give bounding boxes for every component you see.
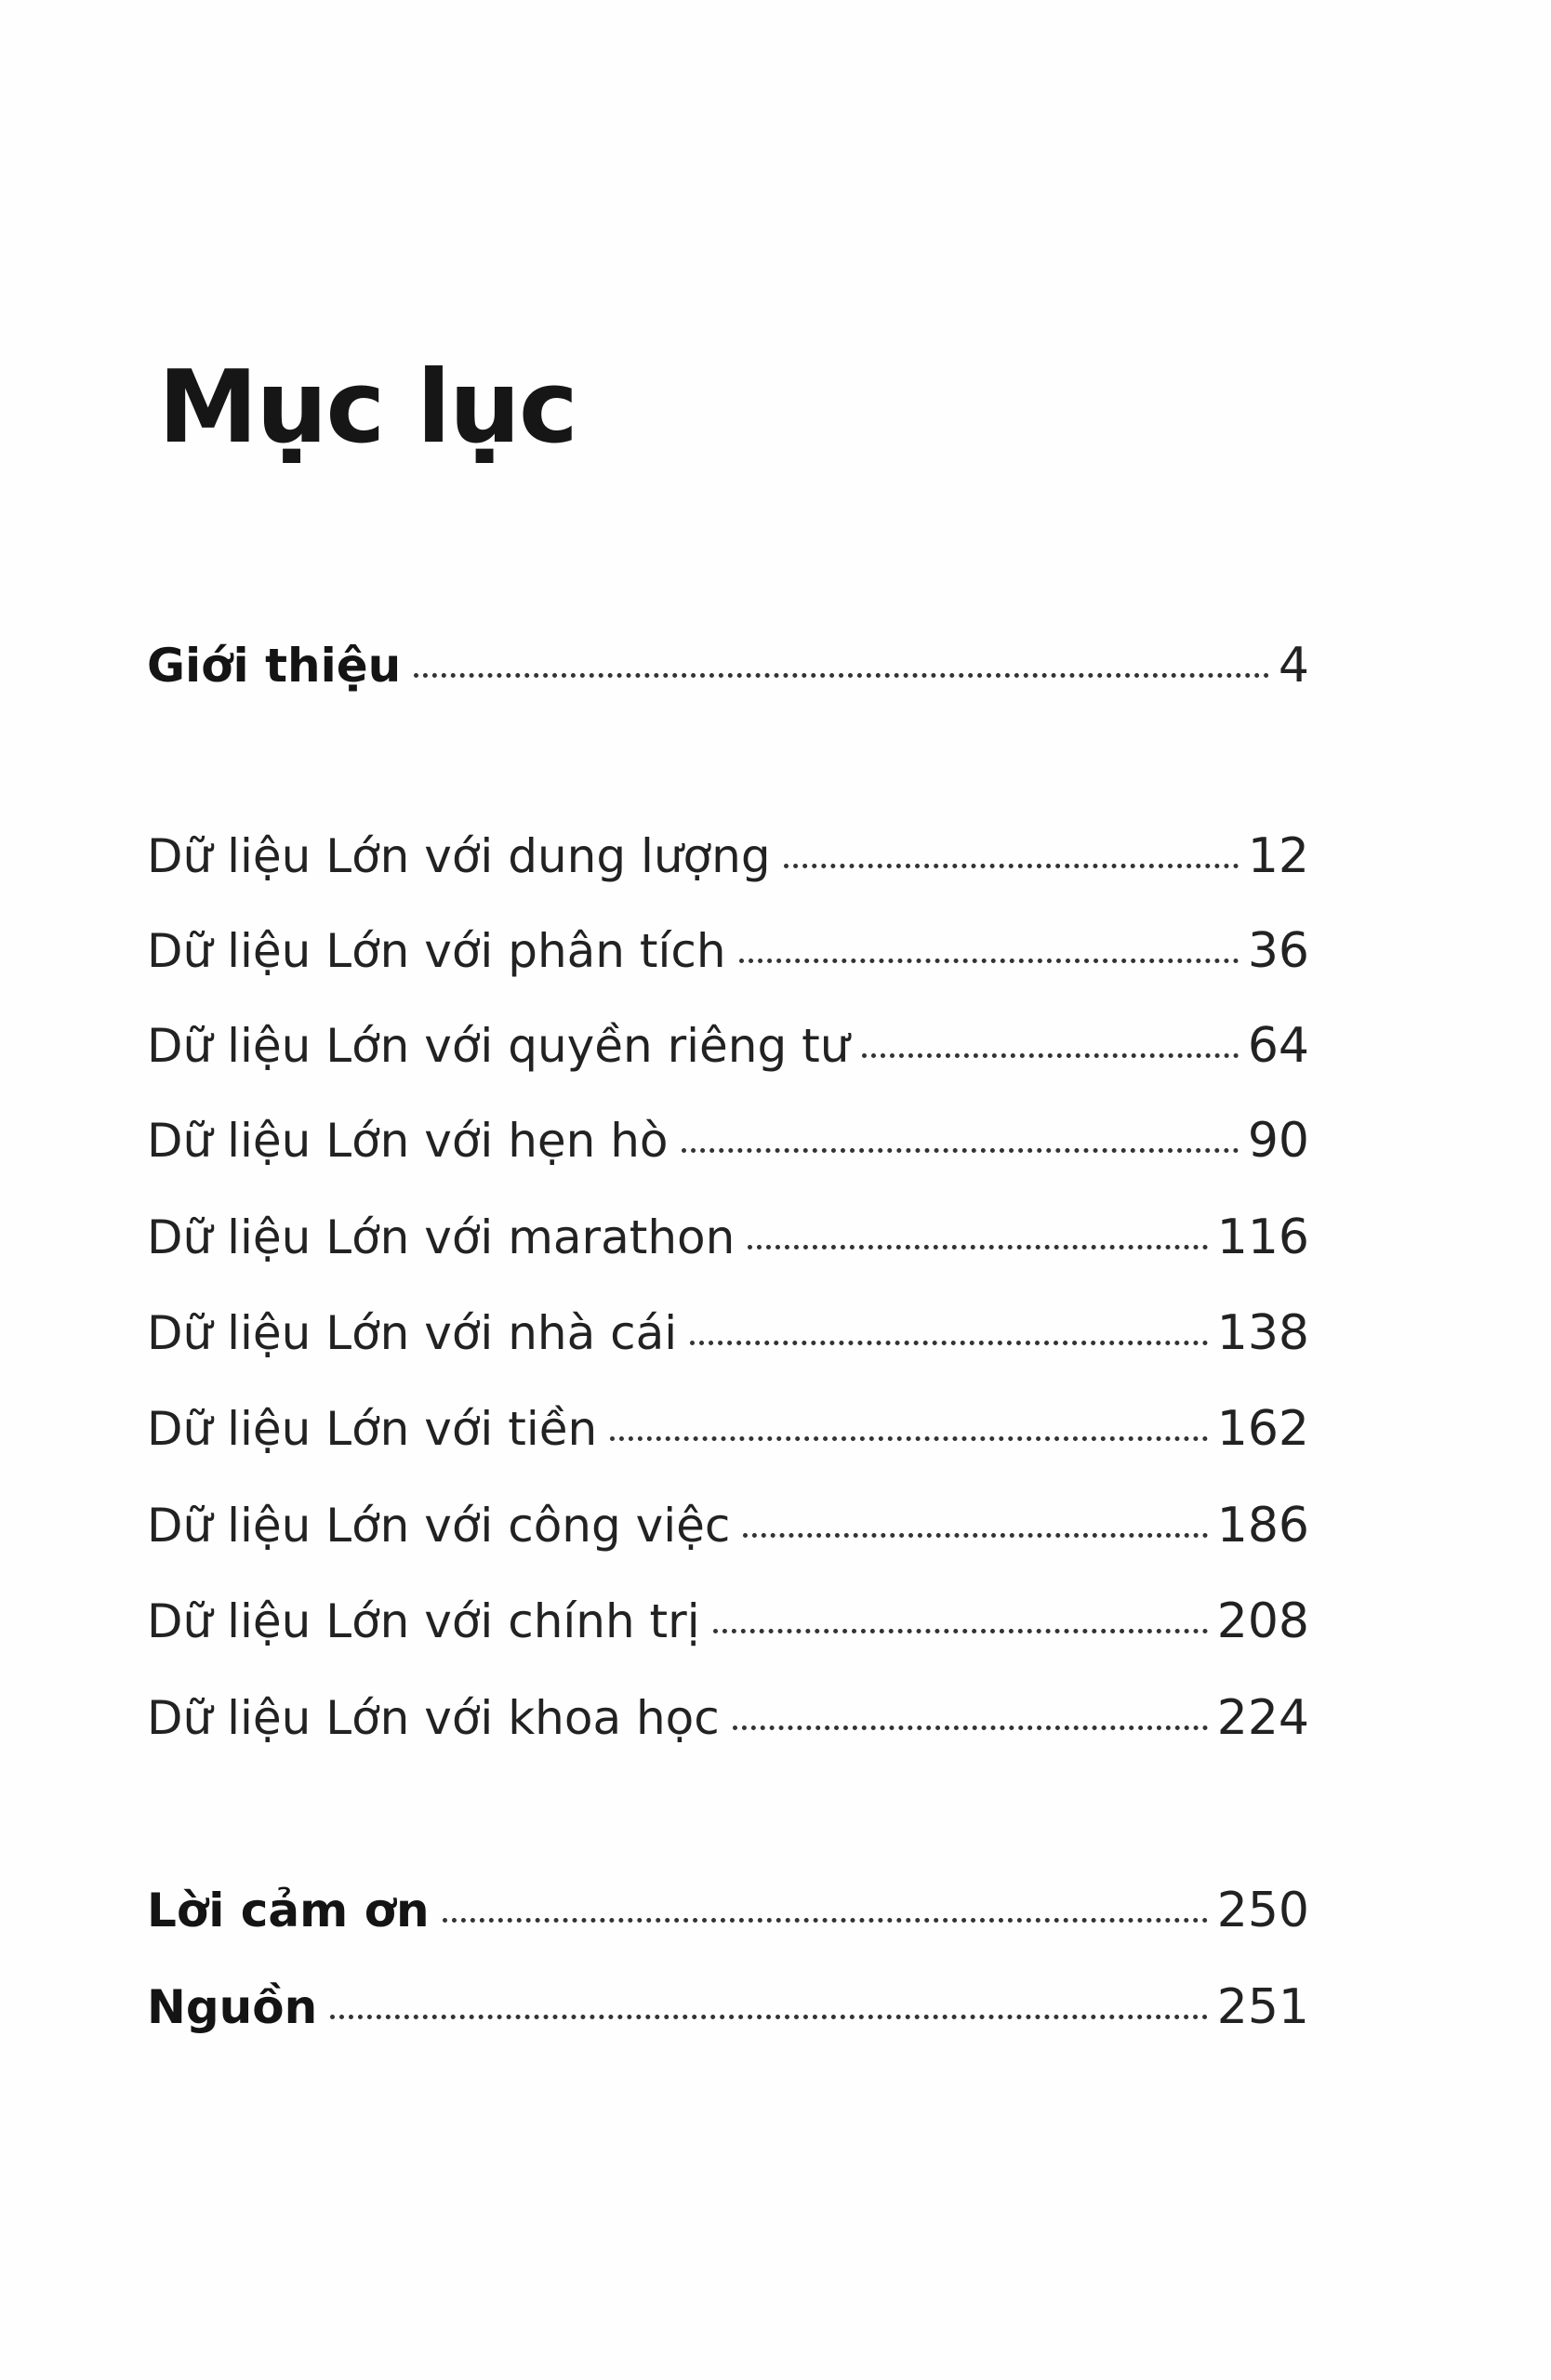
toc-entry-chapter-1 <box>147 828 1309 884</box>
toc-entry-chapter-5 <box>147 1210 1309 1265</box>
toc-entry-chapter-4 <box>147 1113 1309 1169</box>
toc-entry-label: Dữ liệu Lớn với nhà cái <box>147 1306 678 1360</box>
toc-entry-page: 186 <box>1216 1498 1309 1554</box>
dot-leader <box>414 673 1269 678</box>
toc-entry-chapter-9 <box>147 1593 1309 1649</box>
dot-leader <box>443 1918 1208 1923</box>
toc-entry-label: Dữ liệu Lớn với quyền riêng tư <box>147 1019 850 1073</box>
dot-leader <box>733 1726 1208 1730</box>
toc-entry-label: Dữ liệu Lớn với tiền <box>147 1402 598 1456</box>
toc-entry-acknowledgements <box>147 1883 1309 1938</box>
dot-leader <box>862 1053 1238 1058</box>
toc-entry-label: Nguồn <box>147 1980 318 2034</box>
toc-entry-page: 64 <box>1247 1018 1309 1074</box>
toc-entry-chapter-3 <box>147 1018 1309 1074</box>
toc-entry-page: 224 <box>1216 1690 1309 1746</box>
toc-entry-label: Dữ liệu Lớn với khoa học <box>147 1691 720 1745</box>
toc-entry-page: 208 <box>1216 1593 1309 1649</box>
toc-entry-label: Dữ liệu Lớn với hẹn hò <box>147 1114 669 1168</box>
toc-entry-label: Lời cảm ơn <box>147 1884 430 1937</box>
page-title: Mục lục <box>158 350 577 466</box>
dot-leader <box>330 2015 1208 2019</box>
toc-entry-page: 162 <box>1216 1401 1309 1457</box>
toc-entry-page: 90 <box>1247 1113 1309 1169</box>
toc-entry-chapter-6 <box>147 1305 1309 1361</box>
dot-leader <box>713 1629 1208 1633</box>
dot-leader <box>743 1533 1207 1538</box>
toc-entry-label: Dữ liệu Lớn với dung lượng <box>147 829 771 883</box>
toc-entry-label: Dữ liệu Lớn với phân tích <box>147 924 726 978</box>
toc-entry-sources <box>147 1979 1309 2035</box>
dot-leader <box>682 1148 1239 1153</box>
toc-entry-page: 12 <box>1247 828 1309 884</box>
toc-entry-page: 116 <box>1216 1210 1309 1265</box>
dot-leader <box>610 1436 1208 1441</box>
dot-leader <box>739 959 1239 963</box>
toc-entry-chapter-8 <box>147 1498 1309 1554</box>
dot-leader <box>784 864 1239 868</box>
toc-entry-label: Dữ liệu Lớn với marathon <box>147 1210 736 1264</box>
toc-entry-label: Giới thiệu <box>147 639 402 693</box>
dot-leader <box>690 1341 1208 1345</box>
dot-leader <box>748 1245 1207 1250</box>
toc-entry-chapter-2 <box>147 923 1309 979</box>
toc-entry-label: Dữ liệu Lớn với chính trị <box>147 1594 700 1648</box>
toc-entry-page: 138 <box>1216 1305 1309 1361</box>
toc-entry-label: Dữ liệu Lớn với công việc <box>147 1499 731 1553</box>
toc-entry-chapter-10 <box>147 1690 1309 1746</box>
toc-entry-page: 4 <box>1278 638 1309 694</box>
toc-entry-chapter-7 <box>147 1401 1309 1457</box>
toc-entry-page: 251 <box>1216 1979 1309 2035</box>
toc-entry-intro <box>147 638 1309 694</box>
toc-entry-page: 36 <box>1247 923 1309 979</box>
toc-entry-page: 250 <box>1216 1883 1309 1938</box>
